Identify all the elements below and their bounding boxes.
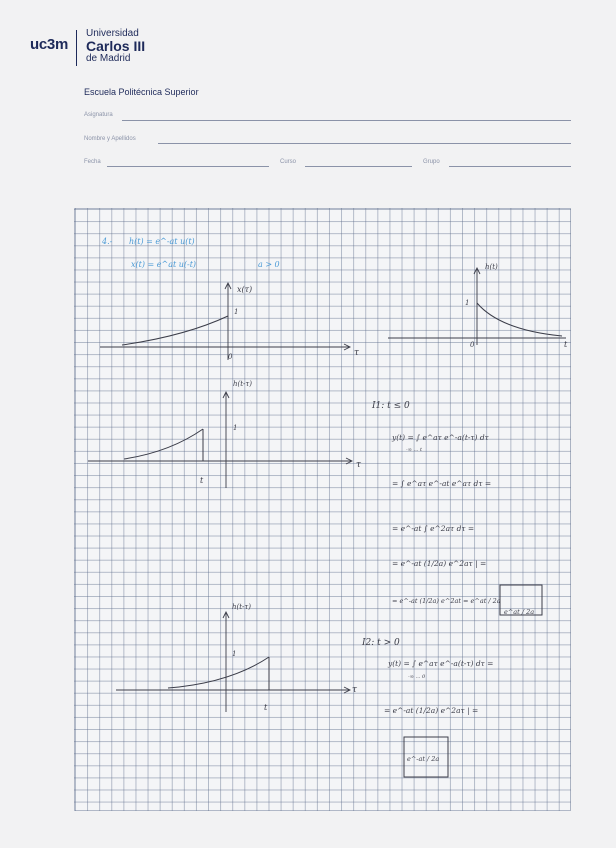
plot2-tick-zero: 0 <box>470 341 475 349</box>
plot-h-shift-case1 <box>88 380 362 488</box>
x-definition: x(t) = e^at u(-t) <box>131 260 197 269</box>
case1-step2: = ∫ e^aτ e^-at e^aτ dτ = <box>392 479 492 488</box>
plot2-label: h(t) <box>485 263 498 271</box>
fecha-label: Fecha <box>84 159 101 165</box>
nombre-label: Nombre y Apellidos <box>84 136 136 142</box>
case1-result: e^at / 2a <box>504 608 535 616</box>
grupo-label: Grupo <box>423 159 440 165</box>
case2-step2: = e^-at (1/2a) e^2aτ | = <box>384 706 479 715</box>
asignatura-label: Asignatura <box>84 112 113 118</box>
h-definition: h(t) = e^-at u(t) <box>129 237 195 246</box>
a-condition: a > 0 <box>258 260 280 269</box>
plot1-tick-zero: 0 <box>228 353 233 361</box>
plot-h-shift-case2 <box>116 603 358 712</box>
plot2-exponential-curve <box>477 303 562 336</box>
logo-de-madrid: de Madrid <box>86 53 131 64</box>
plot1-tick-one: 1 <box>234 308 239 316</box>
case2-step1-limits: -∞ … 0 <box>408 674 426 680</box>
plot3-label: h(t-τ) <box>233 380 253 388</box>
case1-step3: = e^-at ∫ e^2aτ dτ = <box>392 524 475 533</box>
logo-abbreviation: uc3m <box>30 36 68 53</box>
plot1-axis-tau: τ <box>354 348 359 358</box>
case2-step1: y(t) = ∫ e^aτ e^-a(t-τ) dτ = <box>388 659 494 668</box>
plot4-tick-t: t <box>264 703 268 712</box>
plot1-label: x(τ) <box>237 285 253 294</box>
plot3-tick-one: 1 <box>233 424 238 432</box>
curso-label: Curso <box>280 159 297 165</box>
plot-h-of-t <box>388 263 568 349</box>
logo-carlos-iii: Carlos III <box>86 38 146 54</box>
case2-result: e^-at / 2a <box>407 755 440 763</box>
plot4-label: h(t-τ) <box>232 603 252 611</box>
plot3-axis-tau: τ <box>356 460 361 470</box>
case1-step1-limits: -∞ … t <box>406 447 423 453</box>
problem-label: 4.- <box>102 237 113 246</box>
plot4-axis-tau: τ <box>352 685 357 695</box>
case1-step1: y(t) = ∫ e^aτ e^-a(t-τ) dτ <box>392 433 489 442</box>
case1-heading: I1: t ≤ 0 <box>372 401 410 411</box>
logo-universidad: Universidad <box>86 28 139 39</box>
plot1-exponential-curve <box>122 316 228 345</box>
plot2-axis-t: t <box>564 340 568 349</box>
plot4-curve <box>168 657 269 688</box>
plot3-curve <box>124 429 203 459</box>
case2-heading: I2: t > 0 <box>362 638 400 648</box>
case1-step5: = e^-at (1/2a) e^2at = e^at / 2a <box>392 597 501 605</box>
case2-derivation <box>361 638 493 777</box>
case1-step4: = e^-at (1/2a) e^2aτ | = <box>392 559 487 568</box>
school-name: Escuela Politécnica Superior <box>84 87 199 97</box>
plot4-tick-one: 1 <box>232 650 237 658</box>
plot2-tick-one: 1 <box>465 299 470 307</box>
plot3-tick-t: t <box>200 476 204 485</box>
case1-derivation <box>371 401 542 616</box>
plot-x-of-tau <box>100 283 360 361</box>
